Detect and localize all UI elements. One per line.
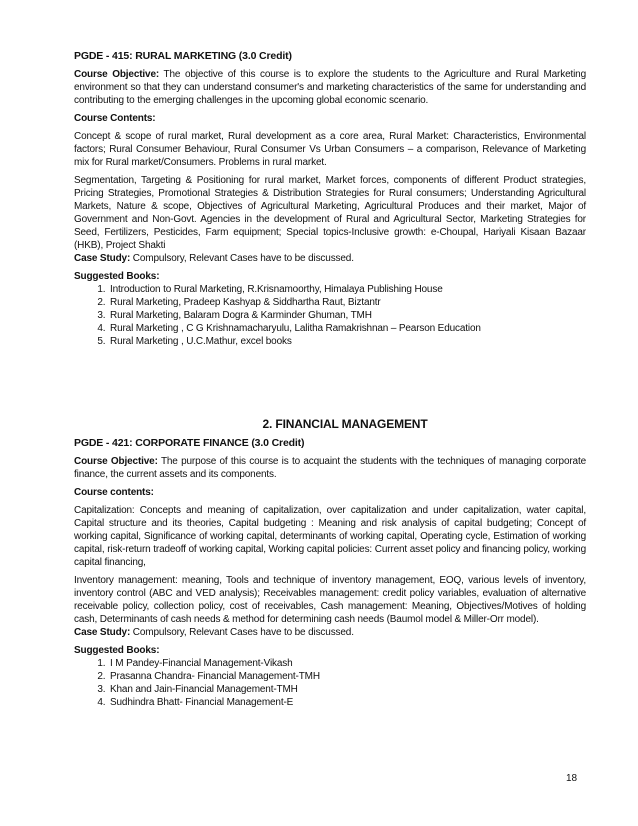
section-title-financial-management: 2. FINANCIAL MANAGEMENT	[262, 417, 428, 431]
book-item: 1. I M Pandey-Financial Management-Vikash	[108, 657, 586, 670]
case-study-text: Compulsory, Relevant Cases have to be discussed.	[130, 253, 354, 264]
objective-label: Course Objective:	[74, 456, 158, 467]
objective-text: The purpose of this course is to acquaint the students with the techniques of managing corporate finance, the current assets and its components.	[74, 456, 586, 480]
course-objective	[74, 455, 586, 481]
case-study	[74, 252, 586, 265]
book-item: 3. Rural Marketing, Balaram Dogra & Karminder Ghuman, TMH	[108, 309, 586, 322]
case-study-label: Case Study:	[74, 253, 131, 264]
book-item: 4. Sudhindra Bhatt- Financial Management-E	[108, 696, 586, 709]
book-item: 5. Rural Marketing , U.C.Mathur, excel books	[108, 335, 586, 348]
suggested-books-list	[74, 283, 586, 348]
page-number: 18	[566, 773, 578, 784]
book-item: 2. Rural Marketing, Pradeep Kashyap & Siddhartha Raut, Biztantr	[108, 296, 586, 309]
course-contents-paragraph: Segmentation, Targeting & Positioning for rural market, Market forces, components of different Product strategies, Pricing Strategies, Promotional Strategies & Distribution Strategies for Rural consumers; Understanding Agricultural Markets, Nature & scope, Objectives of Agricultural Marketing, Agricultural Produces and their market, Major of Government and Non-Govt. Agencies in the development of Rural and Agricultural Sector, Marketing Strategies for Seed, Fertilizers, Pesticides, Farm equipment; Special topics-Inclusive growth: e-Choupal, Hariyali Kisaan Bazaar (HKB), Project Shakti	[74, 175, 586, 251]
case-study-label: Case Study:	[74, 627, 131, 638]
course-contents-label: Course Contents:	[74, 113, 156, 124]
suggested-books-list	[74, 657, 586, 709]
course-objective	[74, 68, 586, 107]
course-contents-paragraph: Concept & scope of rural market, Rural development as a core area, Rural Market: Characteristics, Environmental factors; Rural Consumer Behaviour, Rural Consumer Vs Urban Consumers – a comparison, Relevance of Marketing mix for Rural market/Consumers. Problems in rural market.	[74, 131, 586, 168]
course-contents-label: Course contents:	[74, 487, 154, 498]
book-item: 4. Rural Marketing , C G Krishnamacharyulu, Lalitha Ramakrishnan – Pearson Education	[108, 322, 586, 335]
objective-text: The objective of this course is to explore the students to the Agriculture and Rural Marketing environment so that they can understand consumer's and marketing characteristics of the same for understanding and contributing to the emerging challenges in the upcoming global economic scenario.	[74, 69, 587, 106]
book-item: 2. Prasanna Chandra- Financial Management-TMH	[108, 670, 586, 683]
book-item: 3. Khan and Jain-Financial Management-TMH	[108, 683, 586, 696]
suggested-books-label: Suggested Books:	[74, 645, 160, 656]
page-content	[74, 50, 586, 709]
course-title-rural-marketing: PGDE - 415: RURAL MARKETING (3.0 Credit)	[74, 50, 292, 62]
book-item: 1. Introduction to Rural Marketing, R.Krisnamoorthy, Himalaya Publishing House	[108, 283, 586, 296]
course-title-corporate-finance: PGDE - 421: CORPORATE FINANCE (3.0 Credit)	[74, 437, 305, 449]
objective-label: Course Objective:	[74, 69, 160, 80]
case-study-text: Compulsory, Relevant Cases have to be discussed.	[130, 627, 354, 638]
course-contents-paragraph: Capitalization: Concepts and meaning of capitalization, over capitalization and under capitalization, water capital, Capital structure and its theories, Capital budgeting : Meaning and risk analysis of capital budgeting; Concept of working capital, Significance of working capital, determinants of working capital, Operating cycle, Estimation of working capital, risk-return tradeoff of working capital, Working capital policies: Current asset policy and financing policy, working capital financing,	[74, 505, 586, 568]
course-contents-paragraph: Inventory management: meaning, Tools and technique of inventory management, EOQ, various levels of inventory, inventory control (ABC and VED analysis); Receivables management: credit policy variables, evaluation of alternative receivable policy, collection policy, cost of receivables, Cash management: Meaning, Objectives/Motives of holding cash, Determinants of cash needs & method for determining cash needs (Baumol model & Miller-Orr model).	[74, 575, 586, 625]
case-study	[74, 626, 586, 639]
suggested-books-label: Suggested Books:	[74, 271, 160, 282]
